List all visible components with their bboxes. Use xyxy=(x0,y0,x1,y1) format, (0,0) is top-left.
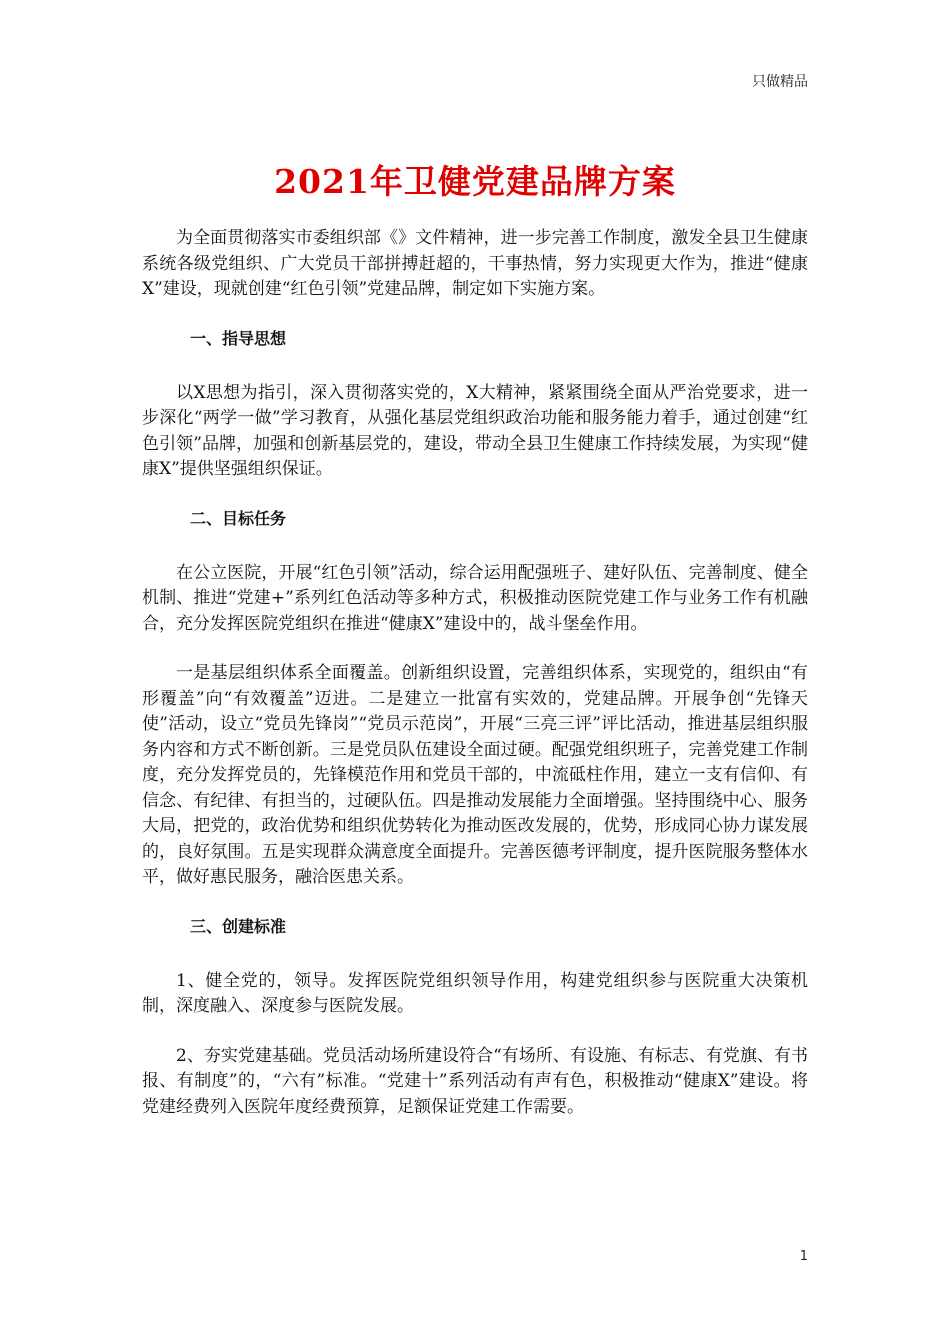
section-paragraph: 一是基层组织体系全面覆盖。创新组织设置，完善组织体系，实现党的，组织由“有形覆盖”向“有效覆盖”迈进。二是建立一批富有实效的，党建品牌。开展争创“先锋天使”活动，设立“党员先锋岗”“党员示范岗”，开展“三亮三评”评比活动，推进基层组织服务内容和方式不断创新。三是党员队伍建设全面过硬。配强党组织班子，完善党建工作制度，充分发挥党员的，先锋模范作用和党员干部的，中流砥柱作用，建立一支有信仰、有信念、有纪律、有担当的，过硬队伍。四是推动发展能力全面增强。坚持围绕中心、服务大局，把党的，政治优势和组织优势转化为推动医改发展的，优势，形成同心协力谋发展的，良好氛围。五是实现群众满意度全面提升。完善医德考评制度，提升医院服务整体水平，做好惠民服务，融洽医患关系。 xyxy=(142,663,808,887)
document-title: 2021年卫健党建品牌方案 xyxy=(274,162,676,201)
section-heading-guiding-ideology: 一、指导思想 xyxy=(190,328,287,348)
header-tag: 只做精品 xyxy=(752,74,808,90)
section-paragraph: 以X思想为指引，深入贯彻落实党的，X大精神，紧紧围绕全面从严治党要求，进一步深化“两学一做”学习教育，从强化基层党组织政治功能和服务能力着手，通过创建“红色引领”品牌，加强和创新基层党的，建设，带动全县卫生健康工作持续发展，为实现“健康X”提供坚强组织保证。 xyxy=(142,382,808,479)
section-heading-goals-tasks: 二、目标任务 xyxy=(190,508,287,528)
page-number: 1 xyxy=(799,1249,808,1264)
section-paragraph: 在公立医院，开展“红色引领”活动，综合运用配强班子、建好队伍、完善制度、健全机制、推进“党建+”系列红色活动等多种方式，积极推动医院党建工作与业务工作有机融合，充分发挥医院党组织在推进“健康X”建设中的，战斗堡垒作用。 xyxy=(142,562,808,634)
document-body xyxy=(142,226,808,1120)
section-paragraph: 2、夯实党建基础。党员活动场所建设符合“有场所、有设施、有标志、有党旗、有书报、有制度”的，“六有”标准。“党建十”系列活动有声有色，积极推动“健康X”建设。将党建经费列入医院年度经费预算，足额保证党建工作需要。 xyxy=(142,1045,808,1117)
intro-paragraph: 为全面贯彻落实市委组织部《》文件精神，进一步完善工作制度，激发全县卫生健康系统各级党组织、广大党员干部拼搏赶超的，干事热情，努力实现更大作为，推进“健康X”建设，现就创建“红色引领”党建品牌，制定如下实施方案。 xyxy=(142,228,808,299)
section-paragraph: 1、健全党的，领导。发挥医院党组织领导作用，构建党组织参与医院重大决策机制，深度融入、深度参与医院发展。 xyxy=(142,970,808,1016)
section-heading-standards: 三、创建标准 xyxy=(190,916,287,936)
